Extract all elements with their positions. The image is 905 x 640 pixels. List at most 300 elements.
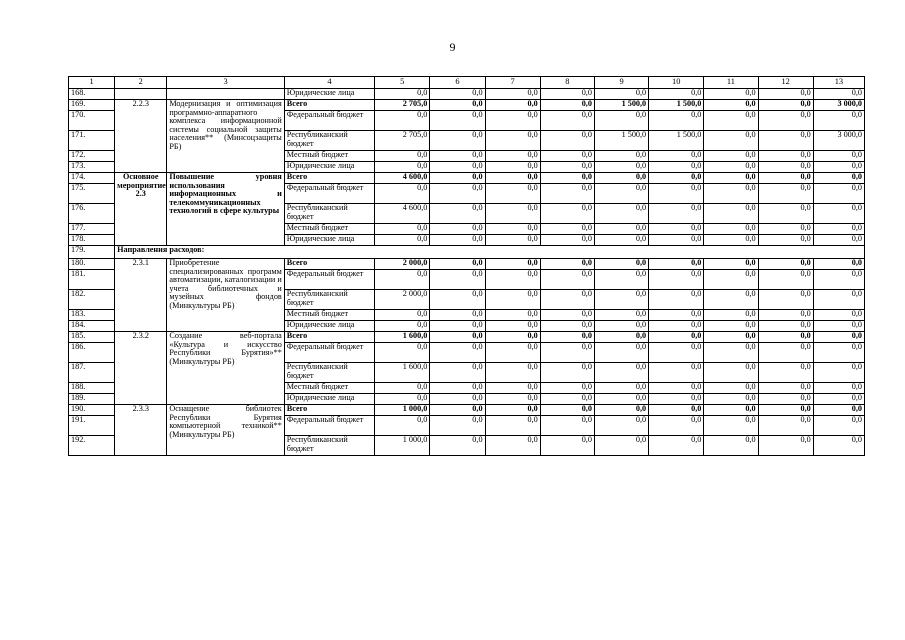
amount-cell: 0,0 [704, 405, 758, 416]
amount-cell: 0,0 [594, 436, 648, 456]
row-number: 189. [69, 394, 115, 405]
amount-cell: 0,0 [485, 89, 540, 100]
amount-cell: 0,0 [430, 343, 485, 363]
amount-cell: 0,0 [594, 416, 648, 436]
amount-cell: 0,0 [430, 151, 485, 162]
header-row [69, 77, 865, 89]
row-number: 168. [69, 89, 115, 100]
amount-cell: 0,0 [375, 416, 430, 436]
amount-cell: 0,0 [594, 259, 648, 270]
amount-cell: 4 600,0 [375, 173, 430, 184]
amount-cell: 0,0 [430, 235, 485, 246]
amount-cell: 0,0 [649, 343, 704, 363]
column-header: 9 [594, 77, 648, 89]
row-number: 190. [69, 405, 115, 416]
amount-cell: 0,0 [594, 343, 648, 363]
row-number: 184. [69, 321, 115, 332]
amount-cell: 1 600,0 [375, 332, 430, 343]
amount-cell: 0,0 [758, 416, 813, 436]
amount-cell: 0,0 [758, 100, 813, 111]
row-number: 183. [69, 310, 115, 321]
amount-cell: 0,0 [430, 321, 485, 332]
amount-cell: 1 000,0 [375, 405, 430, 416]
amount-cell: 0,0 [430, 173, 485, 184]
amount-cell: 0,0 [485, 162, 540, 173]
amount-cell: 0,0 [758, 259, 813, 270]
amount-cell: 0,0 [540, 173, 594, 184]
amount-cell: 0,0 [758, 224, 813, 235]
amount-cell: 0,0 [813, 89, 864, 100]
table-row [69, 100, 865, 111]
amount-cell: 0,0 [375, 89, 430, 100]
row-number: 191. [69, 416, 115, 436]
amount-cell: 0,0 [758, 204, 813, 224]
amount-cell: 0,0 [704, 394, 758, 405]
row-number: 180. [69, 259, 115, 270]
row-number: 170. [69, 111, 115, 131]
funding-source: Республиканский бюджет [284, 131, 374, 151]
amount-cell: 3 000,0 [813, 100, 864, 111]
amount-cell: 0,0 [813, 259, 864, 270]
amount-cell: 0,0 [485, 259, 540, 270]
amount-cell: 0,0 [813, 162, 864, 173]
amount-cell: 0,0 [649, 436, 704, 456]
amount-cell: 0,0 [594, 173, 648, 184]
row-number: 176. [69, 204, 115, 224]
amount-cell: 0,0 [430, 224, 485, 235]
section-code: 2.2.3 [115, 100, 167, 173]
amount-cell: 0,0 [485, 270, 540, 290]
amount-cell: 0,0 [649, 332, 704, 343]
funding-source: Всего [284, 173, 374, 184]
column-header: 3 [167, 77, 284, 89]
amount-cell: 0,0 [704, 111, 758, 131]
table-row [69, 405, 865, 416]
amount-cell: 0,0 [594, 204, 648, 224]
amount-cell: 0,0 [704, 184, 758, 204]
funding-source: Федеральный бюджет [284, 416, 374, 436]
amount-cell: 0,0 [813, 321, 864, 332]
amount-cell: 0,0 [540, 151, 594, 162]
amount-cell: 0,0 [649, 259, 704, 270]
column-header: 7 [485, 77, 540, 89]
amount-cell: 0,0 [704, 259, 758, 270]
amount-cell: 0,0 [649, 89, 704, 100]
amount-cell: 0,0 [704, 321, 758, 332]
amount-cell: 0,0 [594, 363, 648, 383]
amount-cell: 0,0 [485, 343, 540, 363]
amount-cell: 0,0 [540, 290, 594, 310]
amount-cell: 0,0 [813, 235, 864, 246]
amount-cell: 0,0 [813, 224, 864, 235]
amount-cell: 0,0 [430, 131, 485, 151]
amount-cell: 0,0 [485, 416, 540, 436]
table-row [69, 173, 865, 184]
row-number: 177. [69, 224, 115, 235]
amount-cell: 0,0 [485, 151, 540, 162]
amount-cell: 0,0 [430, 162, 485, 173]
funding-source: Республиканский бюджет [284, 436, 374, 456]
amount-cell: 0,0 [704, 343, 758, 363]
amount-cell: 0,0 [704, 100, 758, 111]
amount-cell: 0,0 [649, 383, 704, 394]
amount-cell: 0,0 [649, 111, 704, 131]
amount-cell: 0,0 [540, 162, 594, 173]
amount-cell: 0,0 [430, 332, 485, 343]
funding-source: Федеральный бюджет [284, 184, 374, 204]
amount-cell: 4 600,0 [375, 204, 430, 224]
amount-cell: 0,0 [540, 405, 594, 416]
amount-cell: 0,0 [485, 131, 540, 151]
funding-source: Местный бюджет [284, 151, 374, 162]
amount-cell: 0,0 [758, 111, 813, 131]
amount-cell: 0,0 [758, 235, 813, 246]
amount-cell: 0,0 [430, 89, 485, 100]
funding-source: Федеральный бюджет [284, 270, 374, 290]
funding-source: Всего [284, 405, 374, 416]
amount-cell: 0,0 [594, 332, 648, 343]
amount-cell: 0,0 [375, 321, 430, 332]
budget-table [68, 76, 865, 456]
amount-cell: 0,0 [594, 162, 648, 173]
amount-cell: 0,0 [485, 173, 540, 184]
column-header: 13 [813, 77, 864, 89]
row-number: 169. [69, 100, 115, 111]
amount-cell: 0,0 [430, 416, 485, 436]
amount-cell: 0,0 [594, 151, 648, 162]
amount-cell: 0,0 [430, 100, 485, 111]
column-header: 10 [649, 77, 704, 89]
column-header: 6 [430, 77, 485, 89]
amount-cell: 0,0 [704, 162, 758, 173]
amount-cell: 0,0 [594, 310, 648, 321]
amount-cell: 0,0 [540, 363, 594, 383]
amount-cell: 0,0 [430, 363, 485, 383]
amount-cell: 0,0 [540, 259, 594, 270]
amount-cell: 0,0 [649, 235, 704, 246]
amount-cell: 0,0 [704, 270, 758, 290]
amount-cell: 0,0 [758, 270, 813, 290]
amount-cell: 0,0 [430, 204, 485, 224]
page-number: 9 [449, 40, 456, 54]
column-header: 8 [540, 77, 594, 89]
row-number: 174. [69, 173, 115, 184]
column-header: 1 [69, 77, 115, 89]
amount-cell: 0,0 [758, 343, 813, 363]
amount-cell: 0,0 [540, 394, 594, 405]
amount-cell: 0,0 [375, 235, 430, 246]
table-row [69, 332, 865, 343]
amount-cell: 0,0 [758, 131, 813, 151]
amount-cell: 0,0 [649, 162, 704, 173]
amount-cell: 0,0 [540, 131, 594, 151]
amount-cell: 0,0 [485, 383, 540, 394]
amount-cell: 0,0 [594, 321, 648, 332]
amount-cell: 0,0 [375, 151, 430, 162]
funding-source: Местный бюджет [284, 310, 374, 321]
amount-cell: 0,0 [758, 363, 813, 383]
amount-cell: 0,0 [813, 405, 864, 416]
amount-cell: 0,0 [540, 100, 594, 111]
amount-cell: 0,0 [594, 224, 648, 235]
amount-cell: 0,0 [485, 394, 540, 405]
amount-cell: 0,0 [375, 310, 430, 321]
amount-cell: 0,0 [485, 290, 540, 310]
amount-cell: 0,0 [375, 162, 430, 173]
amount-cell: 0,0 [813, 383, 864, 394]
amount-cell: 0,0 [758, 89, 813, 100]
amount-cell: 0,0 [485, 310, 540, 321]
amount-cell: 0,0 [704, 416, 758, 436]
amount-cell: 0,0 [758, 394, 813, 405]
amount-cell: 0,0 [485, 111, 540, 131]
row-number: 172. [69, 151, 115, 162]
row-number: 182. [69, 290, 115, 310]
amount-cell: 0,0 [704, 131, 758, 151]
amount-cell: 2 000,0 [375, 290, 430, 310]
amount-cell: 0,0 [430, 310, 485, 321]
amount-cell: 0,0 [649, 184, 704, 204]
amount-cell: 0,0 [594, 235, 648, 246]
amount-cell: 0,0 [758, 151, 813, 162]
amount-cell: 2 705,0 [375, 100, 430, 111]
amount-cell: 0,0 [594, 394, 648, 405]
amount-cell: 0,0 [649, 290, 704, 310]
funding-source: Республиканский бюджет [284, 290, 374, 310]
row-number: 186. [69, 343, 115, 363]
event-name [167, 89, 284, 100]
amount-cell: 0,0 [485, 332, 540, 343]
amount-cell: 0,0 [813, 111, 864, 131]
amount-cell: 0,0 [813, 184, 864, 204]
amount-cell: 0,0 [649, 321, 704, 332]
amount-cell: 0,0 [594, 290, 648, 310]
amount-cell: 0,0 [540, 436, 594, 456]
funding-source: Юридические лица [284, 89, 374, 100]
table-row [69, 259, 865, 270]
amount-cell: 0,0 [485, 224, 540, 235]
amount-cell: 0,0 [375, 383, 430, 394]
amount-cell: 0,0 [430, 405, 485, 416]
amount-cell: 0,0 [375, 111, 430, 131]
amount-cell: 0,0 [704, 436, 758, 456]
amount-cell: 0,0 [594, 383, 648, 394]
funding-source: Местный бюджет [284, 224, 374, 235]
amount-cell: 0,0 [540, 111, 594, 131]
amount-cell: 0,0 [813, 363, 864, 383]
amount-cell: 0,0 [540, 235, 594, 246]
amount-cell: 0,0 [813, 151, 864, 162]
column-header: 11 [704, 77, 758, 89]
amount-cell: 0,0 [540, 204, 594, 224]
amount-cell: 0,0 [649, 224, 704, 235]
amount-cell: 0,0 [758, 436, 813, 456]
amount-cell: 0,0 [758, 290, 813, 310]
amount-cell: 0,0 [704, 224, 758, 235]
row-number: 171. [69, 131, 115, 151]
amount-cell: 0,0 [430, 270, 485, 290]
funding-source: Республиканский бюджет [284, 204, 374, 224]
funding-source: Всего [284, 100, 374, 111]
amount-cell: 0,0 [594, 270, 648, 290]
column-header: 5 [375, 77, 430, 89]
amount-cell: 0,0 [485, 235, 540, 246]
event-name: Создание веб-портала «Культура и искусство Республики Бурятия»** (Минкультуры РБ) [167, 332, 284, 405]
section-title: Направления расходов: [115, 246, 865, 259]
amount-cell: 0,0 [540, 310, 594, 321]
amount-cell: 0,0 [375, 343, 430, 363]
amount-cell: 0,0 [813, 332, 864, 343]
funding-source: Местный бюджет [284, 383, 374, 394]
amount-cell: 0,0 [649, 151, 704, 162]
event-name: Модернизация и оптимизация программно-аппаратного комплекса информационной системы социальной защиты населения** (Минсоцзащиты РБ) [167, 100, 284, 173]
amount-cell: 0,0 [758, 383, 813, 394]
amount-cell: 0,0 [430, 394, 485, 405]
amount-cell: 0,0 [375, 270, 430, 290]
amount-cell: 0,0 [594, 405, 648, 416]
column-header: 2 [115, 77, 167, 89]
amount-cell: 2 705,0 [375, 131, 430, 151]
amount-cell: 0,0 [758, 162, 813, 173]
amount-cell: 0,0 [594, 89, 648, 100]
amount-cell: 0,0 [813, 436, 864, 456]
amount-cell: 0,0 [540, 343, 594, 363]
funding-source: Юридические лица [284, 394, 374, 405]
row-number: 179. [69, 246, 115, 259]
row-number: 187. [69, 363, 115, 383]
amount-cell: 0,0 [485, 100, 540, 111]
amount-cell: 0,0 [375, 394, 430, 405]
amount-cell: 0,0 [430, 184, 485, 204]
amount-cell: 0,0 [594, 111, 648, 131]
amount-cell: 0,0 [704, 290, 758, 310]
table-row [69, 89, 865, 100]
funding-source: Федеральный бюджет [284, 111, 374, 131]
amount-cell: 2 000,0 [375, 259, 430, 270]
section-code [115, 89, 167, 100]
amount-cell: 1 500,0 [649, 100, 704, 111]
amount-cell: 0,0 [704, 332, 758, 343]
amount-cell: 0,0 [485, 184, 540, 204]
row-number: 185. [69, 332, 115, 343]
funding-source: Юридические лица [284, 162, 374, 173]
amount-cell: 0,0 [649, 416, 704, 436]
amount-cell: 0,0 [430, 259, 485, 270]
amount-cell: 1 000,0 [375, 436, 430, 456]
amount-cell: 0,0 [649, 270, 704, 290]
amount-cell: 0,0 [704, 204, 758, 224]
column-header: 4 [284, 77, 374, 89]
amount-cell: 0,0 [485, 405, 540, 416]
amount-cell: 0,0 [704, 235, 758, 246]
amount-cell: 0,0 [540, 184, 594, 204]
amount-cell: 0,0 [704, 151, 758, 162]
amount-cell: 0,0 [540, 224, 594, 235]
amount-cell: 0,0 [758, 405, 813, 416]
funding-source: Всего [284, 259, 374, 270]
amount-cell: 0,0 [813, 270, 864, 290]
amount-cell: 0,0 [704, 363, 758, 383]
amount-cell: 0,0 [430, 436, 485, 456]
amount-cell: 0,0 [758, 310, 813, 321]
amount-cell: 0,0 [430, 383, 485, 394]
amount-cell: 0,0 [813, 290, 864, 310]
amount-cell: 0,0 [375, 184, 430, 204]
amount-cell: 0,0 [813, 310, 864, 321]
section-code: 2.3.3 [115, 405, 167, 456]
amount-cell: 0,0 [704, 310, 758, 321]
row-number: 175. [69, 184, 115, 204]
amount-cell: 0,0 [649, 310, 704, 321]
amount-cell: 0,0 [758, 173, 813, 184]
section-code: Основное мероприятие 2.3 [115, 173, 167, 246]
amount-cell: 1 600,0 [375, 363, 430, 383]
amount-cell: 1 500,0 [649, 131, 704, 151]
amount-cell: 0,0 [704, 89, 758, 100]
amount-cell: 0,0 [813, 416, 864, 436]
amount-cell: 1 500,0 [594, 131, 648, 151]
funding-source: Всего [284, 332, 374, 343]
section-code: 2.3.2 [115, 332, 167, 405]
amount-cell: 0,0 [485, 321, 540, 332]
amount-cell: 0,0 [594, 184, 648, 204]
funding-source: Юридические лица [284, 321, 374, 332]
amount-cell: 0,0 [704, 383, 758, 394]
row-number: 173. [69, 162, 115, 173]
amount-cell: 0,0 [375, 224, 430, 235]
amount-cell: 0,0 [704, 173, 758, 184]
amount-cell: 0,0 [540, 416, 594, 436]
row-number: 181. [69, 270, 115, 290]
row-number: 188. [69, 383, 115, 394]
row-number: 192. [69, 436, 115, 456]
amount-cell: 0,0 [649, 394, 704, 405]
directions-row [69, 246, 865, 259]
amount-cell: 0,0 [649, 363, 704, 383]
amount-cell: 0,0 [540, 89, 594, 100]
amount-cell: 0,0 [540, 270, 594, 290]
event-name: Оснащение библиотек Республики Бурятия компьютерной техникой** (Минкультуры РБ) [167, 405, 284, 456]
amount-cell: 0,0 [758, 184, 813, 204]
amount-cell: 0,0 [485, 204, 540, 224]
amount-cell: 0,0 [649, 204, 704, 224]
event-name: Повышение уровня использования информационных и телекоммуникационных технологий в сфере культуры [167, 173, 284, 246]
amount-cell: 3 000,0 [813, 131, 864, 151]
amount-cell: 0,0 [485, 363, 540, 383]
funding-source: Юридические лица [284, 235, 374, 246]
funding-source: Республиканский бюджет [284, 363, 374, 383]
section-code: 2.3.1 [115, 259, 167, 332]
amount-cell: 0,0 [758, 321, 813, 332]
amount-cell: 0,0 [540, 321, 594, 332]
amount-cell: 0,0 [649, 405, 704, 416]
amount-cell: 0,0 [430, 290, 485, 310]
amount-cell: 0,0 [813, 394, 864, 405]
row-number: 178. [69, 235, 115, 246]
funding-source: Федеральный бюджет [284, 343, 374, 363]
amount-cell: 0,0 [649, 173, 704, 184]
amount-cell: 0,0 [540, 332, 594, 343]
amount-cell: 0,0 [758, 332, 813, 343]
amount-cell: 0,0 [430, 111, 485, 131]
amount-cell: 0,0 [813, 173, 864, 184]
amount-cell: 0,0 [813, 204, 864, 224]
column-header: 12 [758, 77, 813, 89]
amount-cell: 0,0 [540, 383, 594, 394]
event-name: Приобретение специализированных программ автоматизации, каталогизации и учета библиотечных и музейных фондов (Минкультуры РБ) [167, 259, 284, 332]
amount-cell: 1 500,0 [594, 100, 648, 111]
amount-cell: 0,0 [813, 343, 864, 363]
